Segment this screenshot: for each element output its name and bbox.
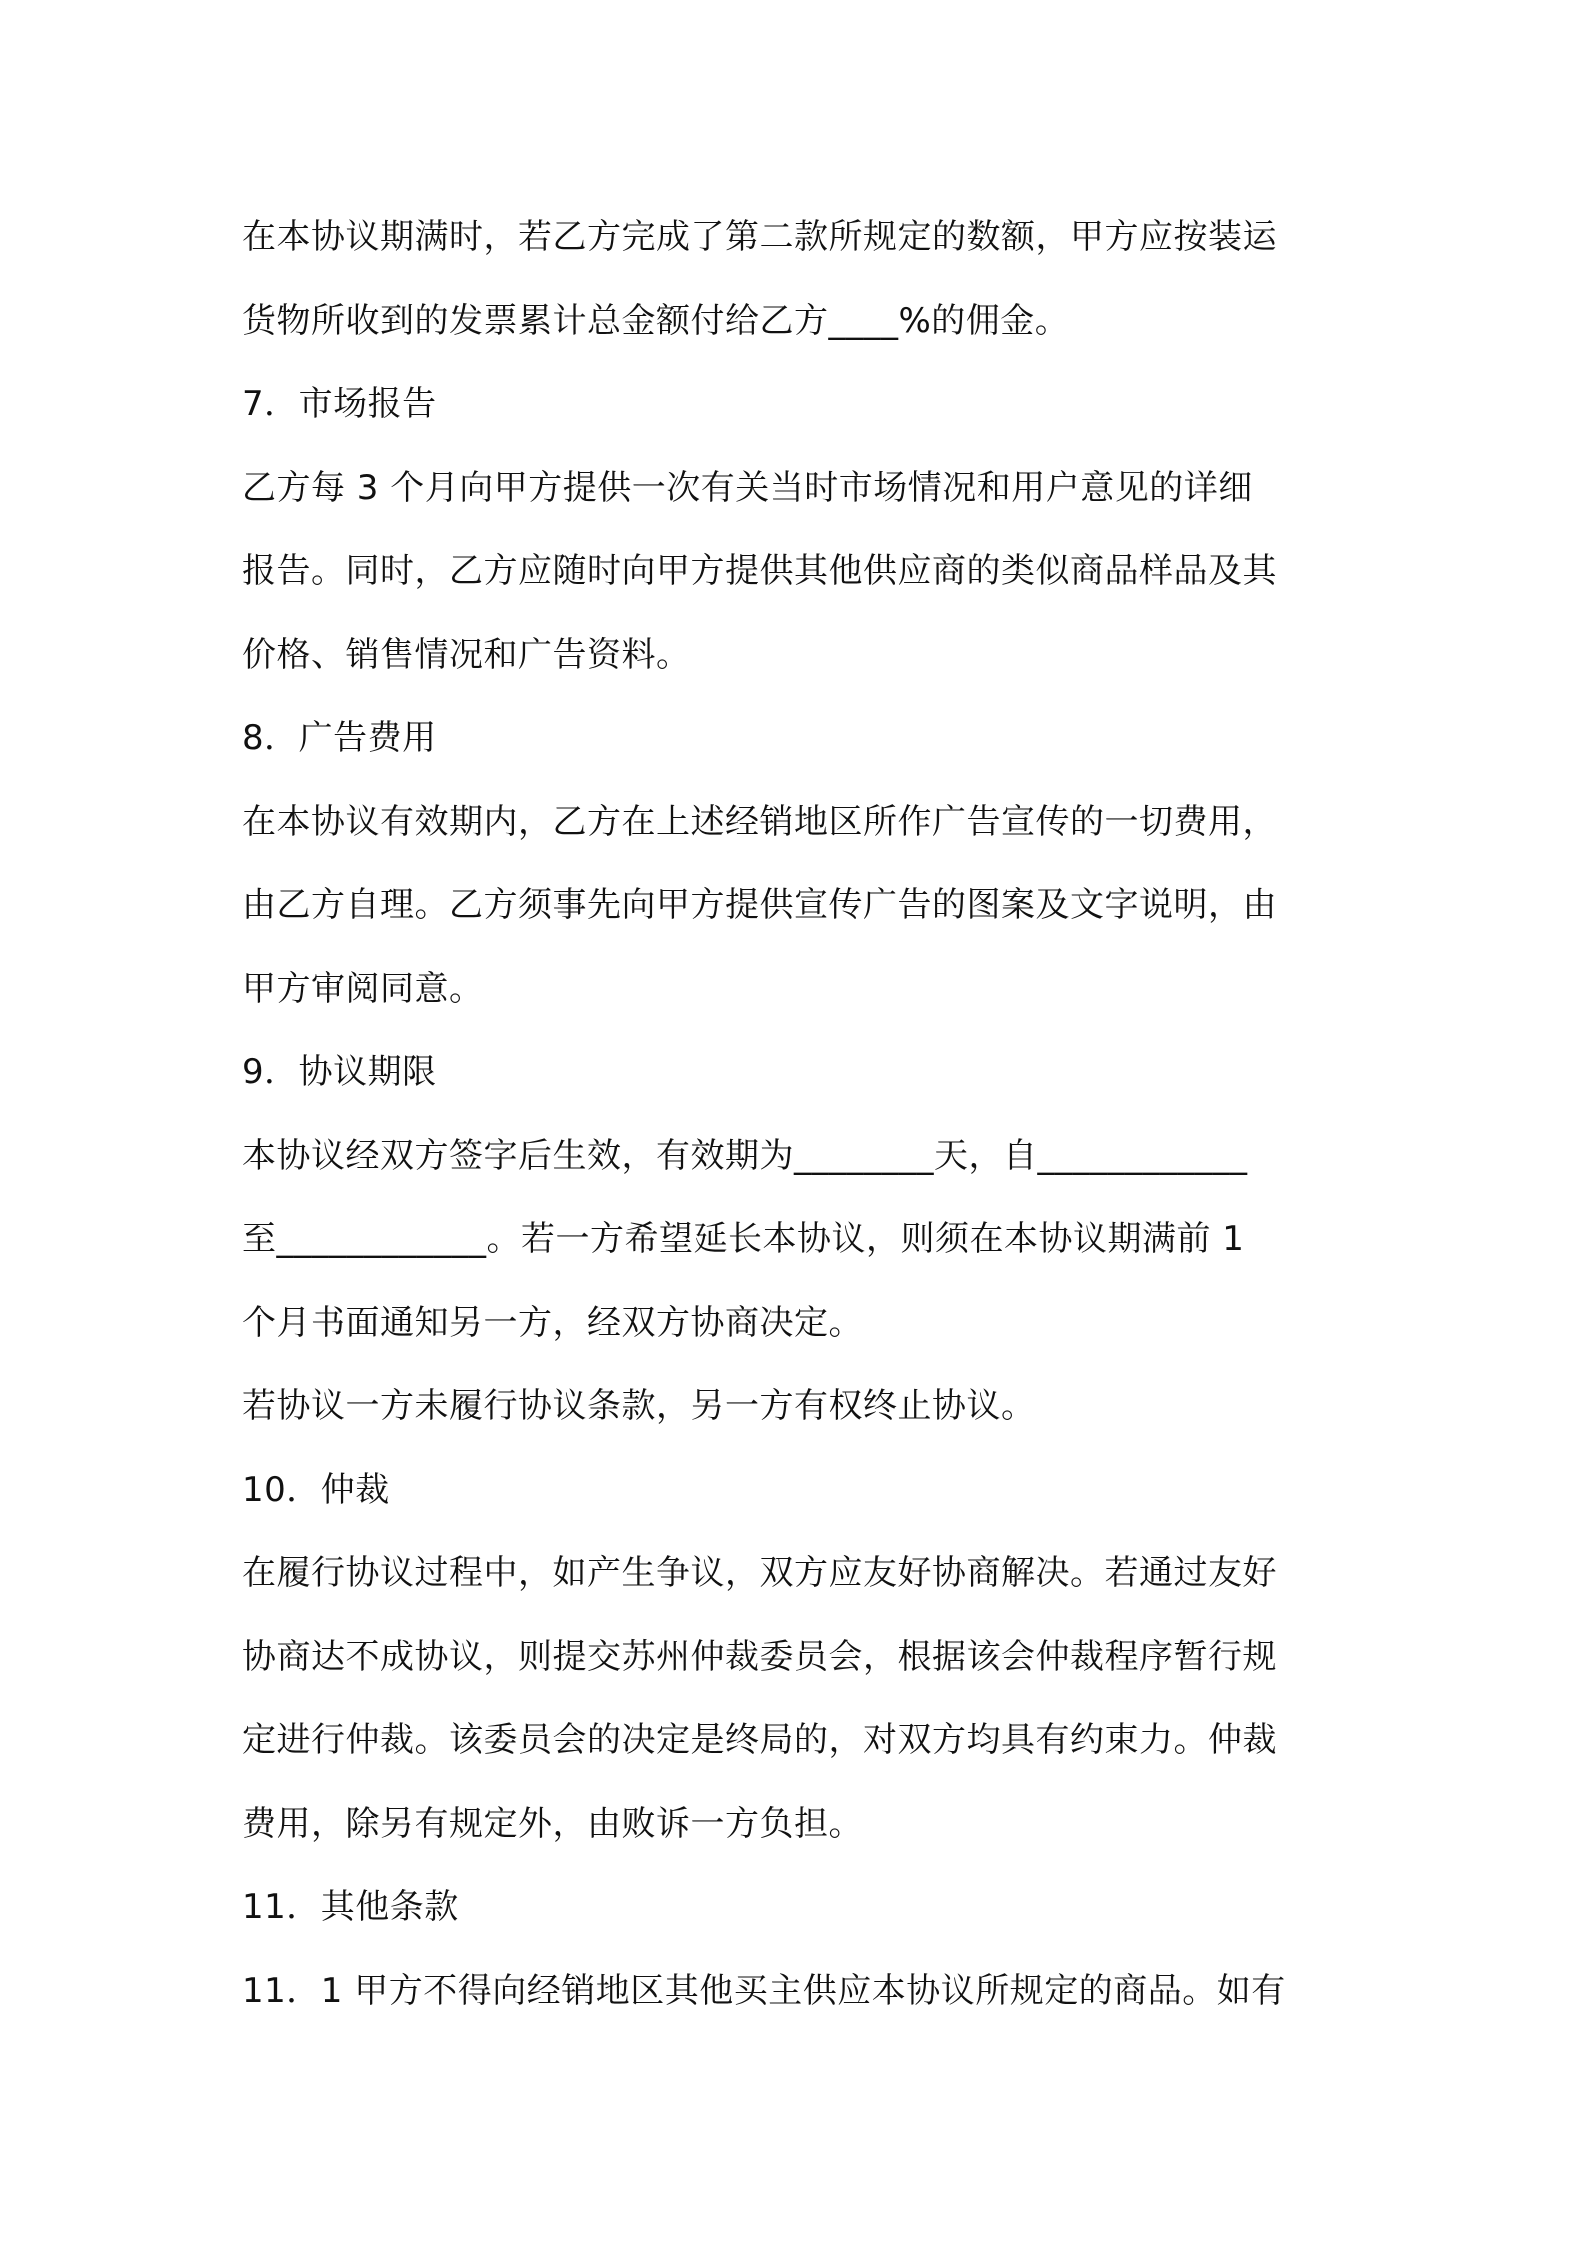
paragraph-line-market-report-3: 价格、销售情况和广告资料。 — [242, 634, 691, 675]
section-heading-advertising-costs: 8．广告费用 — [242, 718, 437, 758]
paragraph-line-term-1: 本协议经双方签字后生效，有效期为________天，自____________ — [242, 1135, 1248, 1176]
paragraph-line-other-terms-1: 11．1 甲方不得向经销地区其他买主供应本协议所规定的商品。如有 — [242, 1970, 1286, 2011]
section-heading-arbitration: 10．仲裁 — [242, 1469, 390, 1510]
paragraph-line-arbitration-4: 费用，除另有规定外，由败诉一方负担。 — [242, 1803, 863, 1844]
section-heading-other-terms: 11．其他条款 — [242, 1887, 459, 1927]
paragraph-line-arbitration-3: 定进行仲裁。该委员会的决定是终局的，对双方均具有约束力。仲裁 — [242, 1720, 1277, 1760]
section-heading-agreement-term: 9．协议期限 — [242, 1052, 437, 1092]
paragraph-line-term-3: 个月书面通知另一方，经双方协商决定。 — [242, 1302, 863, 1343]
section-heading-market-report: 7．市场报告 — [242, 384, 437, 424]
paragraph-line-commission-2: 货物所收到的发票累计总金额付给乙方____%的佣金。 — [242, 300, 1070, 341]
paragraph-line-arbitration-2: 协商达不成协议，则提交苏州仲裁委员会，根据该会仲裁程序暂行规 — [242, 1636, 1277, 1677]
paragraph-line-advertising-1: 在本协议有效期内，乙方在上述经销地区所作广告宣传的一切费用， — [242, 801, 1277, 842]
paragraph-line-arbitration-1: 在履行协议过程中，如产生争议，双方应友好协商解决。若通过友好 — [242, 1553, 1277, 1593]
paragraph-line-termination: 若协议一方未履行协议条款，另一方有权终止协议。 — [242, 1386, 1036, 1426]
paragraph-line-market-report-2: 报告。同时，乙方应随时向甲方提供其他供应商的类似商品样品及其 — [242, 551, 1277, 591]
paragraph-line-advertising-3: 甲方审阅同意。 — [242, 968, 484, 1009]
paragraph-line-term-2: 至____________。若一方希望延长本协议，则须在本协议期满前 1 — [242, 1219, 1245, 1259]
document-body — [242, 196, 1362, 2033]
paragraph-line-advertising-2: 由乙方自理。乙方须事先向甲方提供宣传广告的图案及文字说明，由 — [242, 885, 1277, 925]
paragraph-line-commission-1: 在本协议期满时，若乙方完成了第二款所规定的数额，甲方应按装运 — [242, 217, 1277, 257]
paragraph-line-market-report-1: 乙方每 3 个月向甲方提供一次有关当时市场情况和用户意见的详细 — [242, 467, 1253, 508]
